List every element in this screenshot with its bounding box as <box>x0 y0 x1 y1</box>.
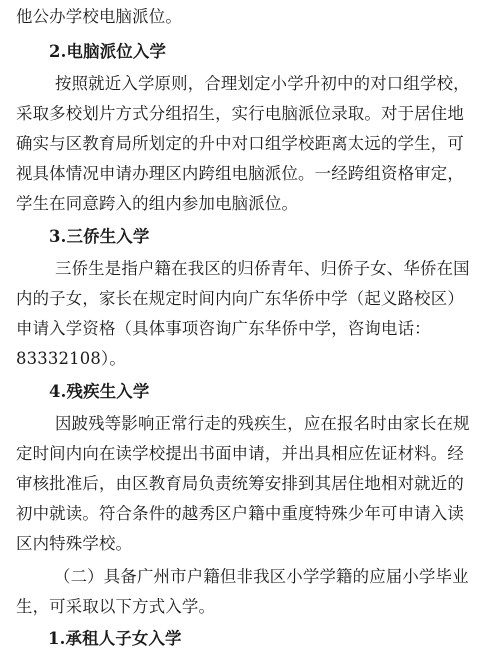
paragraph-line: 内的子女，家长在规定时间内向广东华侨中学（起义路校区） <box>16 289 464 308</box>
paragraph-line: 视具体情况申请办理区内跨组电脑派位。一经跨组资格审定， <box>16 164 464 183</box>
section-heading-tenant-children-admission: 1.承租人子女入学 <box>48 629 182 648</box>
paragraph-line: 三侨生是指户籍在我区的归侨青年、归侨子女、华侨在国 <box>55 259 470 278</box>
section-heading-lottery-admission: 2.电脑派位入学 <box>49 42 167 61</box>
paragraph-line: 申请入学资格（具体事项咨询广东华侨中学，咨询电话： <box>16 319 431 338</box>
paragraph-line: 确实与区教育局所划定的升中对口组学校距离太远的学生，可 <box>16 134 464 153</box>
paragraph-line: （二）具备广州市户籍但非我区小学学籍的应届小学毕业 <box>54 567 469 586</box>
section-heading-overseas-chinese-admission: 3.三侨生入学 <box>49 227 150 246</box>
paragraph-line: 定时间内向在读学校提出书面申请，并出具相应佐证材料。经 <box>16 444 464 463</box>
paragraph-line: 区内特殊学校。 <box>16 534 133 553</box>
paragraph-line-phone: 83332108）。 <box>16 349 127 368</box>
paragraph-line: 审核批准后，由区教育局负责统筹安排到其居住地相对就近的 <box>16 474 464 493</box>
paragraph-line: 按照就近入学原则，合理划定小学升初中的对口组学校， <box>55 74 470 93</box>
paragraph-line: 他公办学校电脑派位。 <box>16 7 182 26</box>
paragraph-line: 因跛残等影响正常行走的残疾生，应在报名时由家长在规 <box>55 414 470 433</box>
paragraph-line: 初中就读。符合条件的越秀区户籍中重度特殊少年可申请入读 <box>16 504 464 523</box>
section-heading-disabled-admission: 4.残疾生入学 <box>49 382 150 401</box>
paragraph-line: 学生在同意跨入的组内参加电脑派位。 <box>16 194 299 213</box>
paragraph-line: 采取多校划片方式分组招生，实行电脑派位录取。对于居住地 <box>16 104 464 123</box>
paragraph-line: 生，可采取以下方式入学。 <box>16 597 216 616</box>
